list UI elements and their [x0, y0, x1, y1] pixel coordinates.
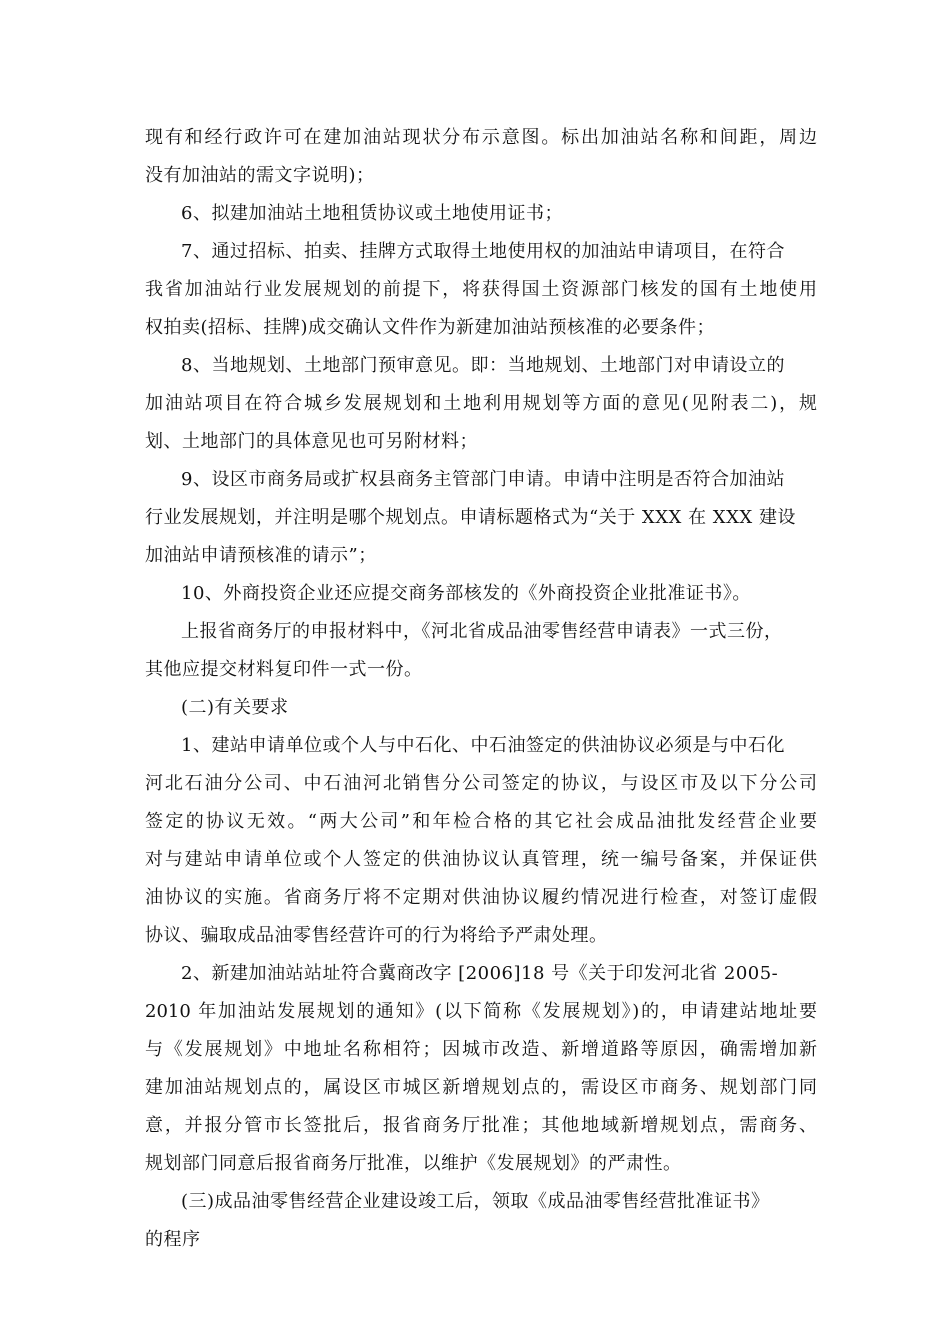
text-line: 权拍卖(招标、挂牌)成交确认文件作为新建加油站预核准的必要条件； [145, 317, 716, 338]
text-line: 上报省商务厅的申报材料中，《河北省成品油零售经营申请表》一式三份， [181, 621, 783, 642]
text-line: 加油站项目在符合城乡发展规划和土地利用规划等方面的意见(见附表二)，规 [145, 393, 817, 414]
text-line: 与《发展规划》中地址名称相符；因城市改造、新增道路等原因，确需增加新 [145, 1039, 817, 1060]
text-line: 7、通过招标、拍卖、挂牌方式取得土地使用权的加油站申请项目，在符合 [181, 241, 785, 262]
text-line: 行业发展规划，并注明是哪个规划点。申请标题格式为“关于 XXX 在 XXX 建设 [145, 507, 796, 528]
text-line: 我省加油站行业发展规划的前提下，将获得国土资源部门核发的国有土地使用 [145, 279, 817, 300]
text-line: 的程序 [145, 1229, 201, 1250]
text-line: 没有加油站的需文字说明)； [145, 165, 375, 186]
text-line: 其他应提交材料复印件一式一份。 [145, 659, 423, 680]
text-line: 划、土地部门的具体意见也可另附材料； [145, 431, 478, 452]
text-line: 规划部门同意后报省商务厅批准，以维护《发展规划》的严肃性。 [145, 1153, 682, 1174]
text-line: 6、拟建加油站土地租赁协议或土地使用证书； [181, 203, 563, 224]
section-heading: (二)有关要求 [181, 697, 289, 718]
text-line: 8、当地规划、土地部门预审意见。即：当地规划、土地部门对申请设立的 [181, 355, 785, 376]
text-line: 9、设区市商务局或扩权县商务主管部门申请。申请中注明是否符合加油站 [181, 469, 785, 490]
text-line: 10、外商投资企业还应提交商务部核发的《外商投资企业批准证书》。 [181, 583, 751, 604]
text-line: 意，并报分管市长签批后，报省商务厅批准；其他地域新增规划点，需商务、 [145, 1115, 817, 1136]
text-line: 现有和经行政许可在建加油站现状分布示意图。标出加油站名称和间距，周边 [145, 127, 817, 148]
text-line: 签定的协议无效。“两大公司”和年检合格的其它社会成品油批发经营企业要 [145, 811, 817, 832]
text-line: 2010 年加油站发展规划的通知》(以下简称《发展规划》)的，申请建站地址要 [145, 1001, 817, 1022]
text-line: 建加油站规划点的，属设区市城区新增规划点的，需设区市商务、规划部门同 [145, 1077, 817, 1098]
text-line: 河北石油分公司、中石油河北销售分公司签定的协议，与设区市及以下分公司 [145, 773, 817, 794]
text-line: 对与建站申请单位或个人签定的供油协议认真管理，统一编号备案，并保证供 [145, 849, 817, 870]
section-heading: (三)成品油零售经营企业建设竣工后，领取《成品油零售经营批准证书》 [181, 1191, 770, 1212]
text-line: 协议、骗取成品油零售经营许可的行为将给予严肃处理。 [145, 925, 608, 946]
text-line: 1、建站申请单位或个人与中石化、中石油签定的供油协议必须是与中石化 [181, 735, 785, 756]
text-line: 2、新建加油站站址符合冀商改字 [2006]18 号《关于印发河北省 2005- [181, 963, 779, 984]
text-line: 油协议的实施。省商务厅将不定期对供油协议履约情况进行检查，对签订虚假 [145, 887, 817, 908]
text-line: 加油站申请预核准的请示”； [145, 545, 377, 566]
